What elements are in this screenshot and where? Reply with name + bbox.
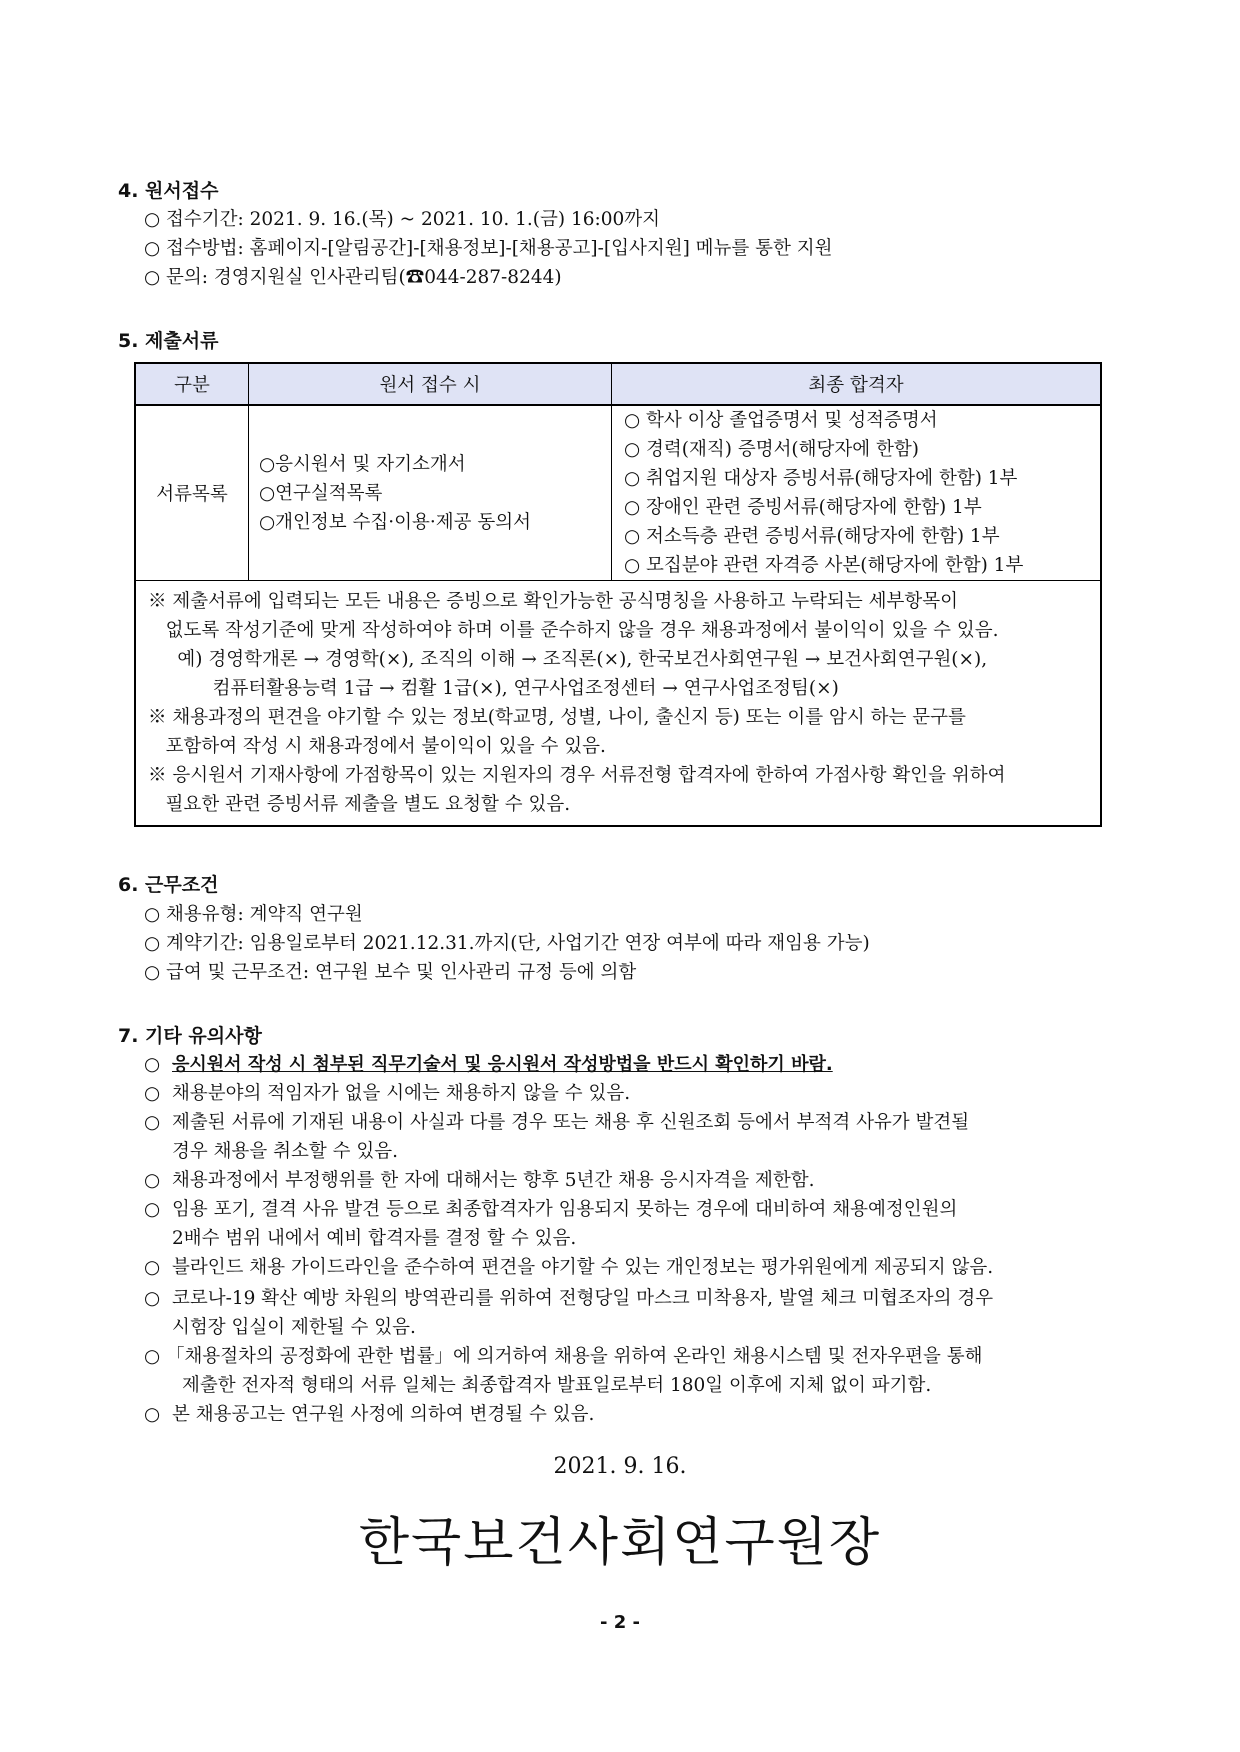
final-docs-cell: [612, 405, 1102, 581]
section-4-item: ○ 접수방법: 홈페이지-[알림공간]-[채용정보]-[채용공고]-[입사지원] 메뉴를 통한 지원: [144, 238, 833, 259]
emphasis-text: 응시원서 작성 시 첨부된 직무기술서 및 응시원서 작성방법을 반드시 확인하기 바람.: [172, 1054, 833, 1075]
section-6-title: 6. 근무조건: [118, 874, 219, 896]
list-item: ○ 모집분야 관련 자격증 사본(해당자에 한함) 1부: [624, 555, 1024, 576]
item-text: 「채용절차의 공정화에 관한 법률」에 의거하여 채용을 위하여 온라인 채용시스템 및 전자우편을 통해: [166, 1346, 983, 1367]
bullet: ○: [144, 1346, 161, 1367]
note-line: ※ 응시원서 기재사항에 가점항목이 있는 지원자의 경우 서류전형 합격자에 한하여 가점사항 확인을 위하여: [148, 765, 1006, 786]
table-header: 최종 합격자: [612, 363, 1102, 405]
note-line: ※ 채용과정의 편견을 야기할 수 있는 정보(학교명, 성별, 나이, 출신지 등) 또는 이를 암시 하는 문구를: [148, 707, 966, 728]
bullet: ○: [144, 1257, 161, 1278]
section-7-item: [144, 1195, 957, 1221]
bullet: ○: [144, 1170, 161, 1191]
list-item: ○ 취업지원 대상자 증빙서류(해당자에 한함) 1부: [624, 468, 1018, 489]
note-line: 필요한 관련 증빙서류 제출을 별도 요청할 수 있음.: [148, 794, 571, 815]
section-7-item: [144, 1108, 969, 1134]
category-cell: 서류목록: [135, 405, 249, 581]
section-7-item: [144, 1050, 833, 1076]
table-header-row: [135, 363, 1101, 405]
section-6-item: ○ 채용유형: 계약직 연구원: [144, 904, 363, 925]
issue-date: 2021. 9. 16.: [553, 1454, 687, 1479]
item-continuation: 2배수 범위 내에서 예비 합격자를 결정 할 수 있음.: [172, 1228, 577, 1249]
section-4-item: ○ 문의: 경영지원실 인사관리팀(☎044-287-8244): [144, 267, 562, 288]
note-line: 예) 경영학개론 → 경영학(×), 조직의 이해 → 조직론(×), 한국보건사회연구원 → 보건사회연구원(×),: [148, 649, 988, 670]
item-text: 블라인드 채용 가이드라인을 준수하여 편견을 야기할 수 있는 개인정보는 평가위원에게 제공되지 않음.: [172, 1257, 994, 1278]
bullet: ○: [144, 1112, 161, 1133]
bullet: ○: [144, 1199, 161, 1220]
section-4-title: 4. 원서접수: [118, 180, 219, 202]
note-line: 컴퓨터활용능력 1급 → 컴활 1급(×), 연구사업조정센터 → 연구사업조정팀(×): [148, 678, 839, 699]
item-text: 코로나-19 확산 예방 차원의 방역관리를 위하여 전형당일 마스크 미착용자, 발열 체크 미협조자의 경우: [172, 1288, 994, 1309]
table-header: 구분: [135, 363, 249, 405]
documents-table: [134, 362, 1102, 827]
bullet: ○: [144, 1083, 161, 1104]
table-row: [135, 405, 1101, 581]
list-item: ○ 학사 이상 졸업증명서 및 성적증명서: [624, 410, 938, 431]
item-continuation: 시험장 입실이 제한될 수 있음.: [172, 1317, 416, 1338]
notes-cell: [135, 581, 1101, 827]
list-item: ○ 장애인 관련 증빙서류(해당자에 한함) 1부: [624, 497, 982, 518]
item-continuation: 경우 채용을 취소할 수 있음.: [172, 1141, 398, 1162]
section-6-item: ○ 급여 및 근무조건: 연구원 보수 및 인사관리 규정 등에 의함: [144, 962, 637, 983]
bullet: ○: [144, 1404, 161, 1425]
item-text: 채용과정에서 부정행위를 한 자에 대해서는 향후 5년간 채용 응시자격을 제한함.: [172, 1170, 815, 1191]
bullet: ○: [144, 1288, 161, 1309]
section-7-item: [144, 1079, 630, 1105]
section-4-item: ○ 접수기간: 2021. 9. 16.(목) ~ 2021. 10. 1.(금) 16:00까지: [144, 209, 661, 230]
section-7-item: [144, 1284, 993, 1310]
item-continuation: 제출한 전자적 형태의 서류 일체는 최종합격자 발표일로부터 180일 이후에 지체 없이 파기함.: [182, 1375, 932, 1396]
item-text: 임용 포기, 결격 사유 발견 등으로 최종합격자가 임용되지 못하는 경우에 대비하여 채용예정인원의: [172, 1199, 958, 1220]
list-item: ○ 저소득층 관련 증빙서류(해당자에 한함) 1부: [624, 526, 1000, 547]
list-item: ○ 경력(재직) 증명서(해당자에 한함): [624, 439, 919, 460]
note-line: 포함하여 작성 시 채용과정에서 불이익이 있을 수 있음.: [148, 736, 606, 757]
table-header: 원서 접수 시: [249, 363, 612, 405]
note-line: 없도록 작성기준에 맞게 작성하여야 하며 이를 준수하지 않을 경우 채용과정에서 불이익이 있을 수 있음.: [148, 620, 999, 641]
list-item: ○응시원서 및 자기소개서: [259, 453, 466, 475]
list-item: ○개인정보 수집·이용·제공 동의서: [259, 511, 531, 533]
page-number: - 2 -: [600, 1612, 640, 1633]
item-text: 채용분야의 적임자가 없을 시에는 채용하지 않을 수 있음.: [172, 1083, 631, 1104]
application-docs-cell: [249, 405, 612, 581]
item-text: 제출된 서류에 기재된 내용이 사실과 다를 경우 또는 채용 후 신원조회 등에서 부적격 사유가 발견될: [172, 1112, 970, 1133]
section-7-item: [144, 1166, 814, 1192]
section-6-item: ○ 계약기간: 임용일로부터 2021.12.31.까지(단, 사업기간 연장 여부에 따라 재임용 가능): [144, 933, 870, 954]
issuer-name: 한국보건사회연구원장: [358, 1513, 882, 1573]
item-text: 본 채용공고는 연구원 사정에 의하여 변경될 수 있음.: [172, 1404, 595, 1425]
section-7-item: [144, 1253, 993, 1279]
list-item: ○연구실적목록: [259, 482, 383, 504]
section-7-item: [144, 1400, 594, 1426]
section-5-title: 5. 제출서류: [118, 330, 219, 352]
bullet: ○: [144, 1054, 161, 1075]
table-row: [135, 581, 1101, 827]
section-7-title: 7. 기타 유의사항: [118, 1025, 262, 1047]
note-line: ※ 제출서류에 입력되는 모든 내용은 증빙으로 확인가능한 공식명칭을 사용하고 누락되는 세부항목이: [148, 591, 959, 612]
section-7-item: [144, 1342, 983, 1368]
